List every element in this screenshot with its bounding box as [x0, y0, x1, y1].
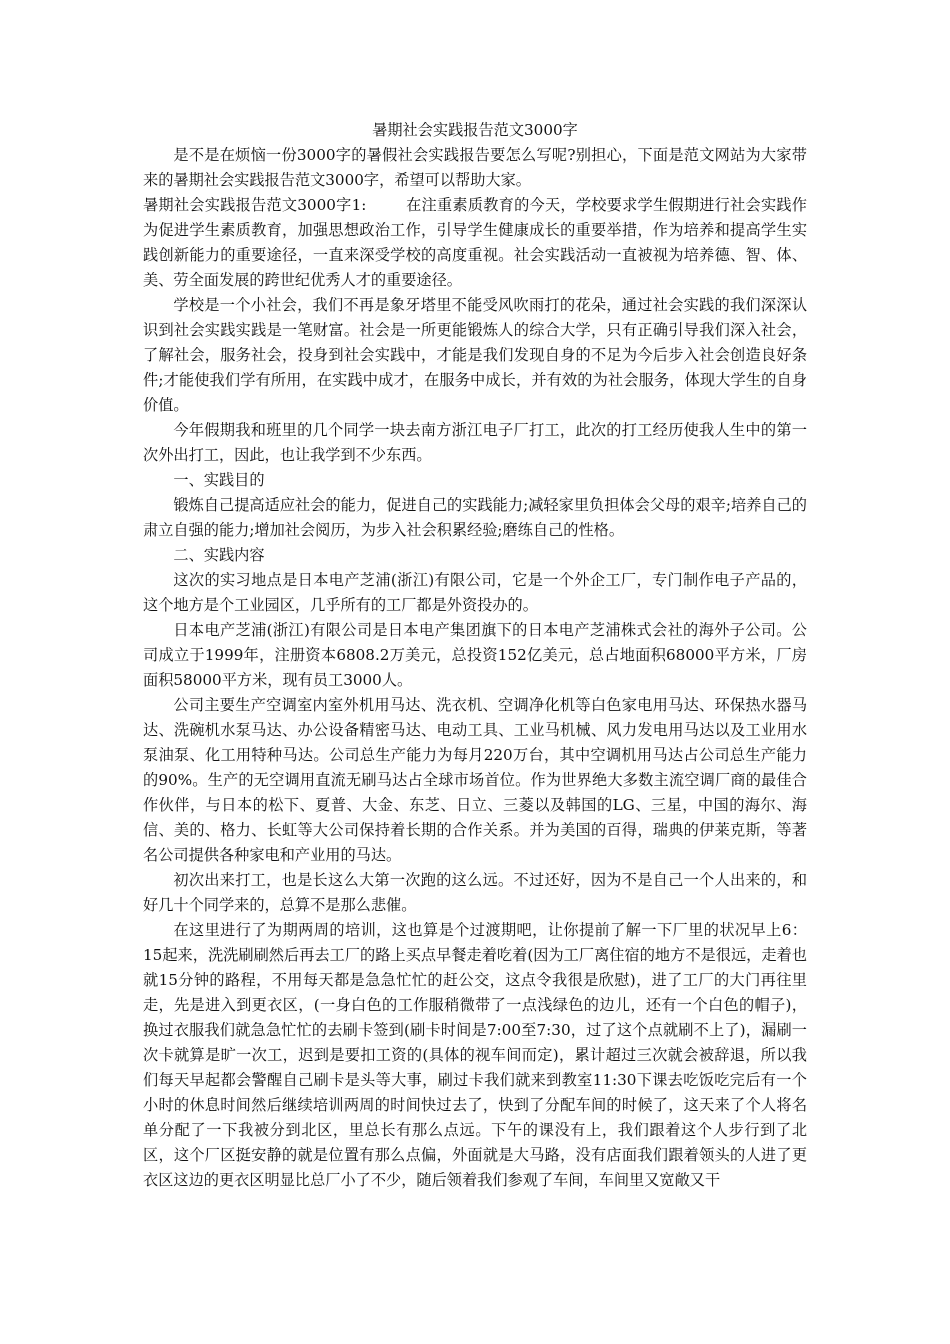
paragraph-training: 在这里进行了为期两周的培训，这也算是个过渡期吧，让你提前了解一下厂里的状况早上6：15起来，洗洗刷刷然后再去工厂的路上买点早餐走着吃着(因为工厂离住宿的地方不是很远，走着也就15分钟的路程，不用每天都是急急忙忙的赶公交，这点令我很是欣慰)，进了工厂的大门再往里走，先是进入到更衣区，(一身白色的工作服稍微带了一点浅绿色的边儿，还有一个白色的帽子)，换过衣服我们就急急忙忙的去刷卡签到(刷卡时间是7:00至7:30，过了这个点就刷不上了)，漏刷一次卡就算是旷一次工，迟到是要扣工资的(具体的视车间而定)，累计超过三次就会被辞退，所以我们每天早起都会警醒自己刷卡是头等大事，刷过卡我们就来到教室11:30下课去吃饭吃完后有一个小时的休息时间然后继续培训两周的时间快过去了，快到了分配车间的时候了，这天来了个人将名单分配了一下我被分到北区，里总长有那么点远。下午的课没有上，我们跟着这个人步行到了北区，这个厂区挺安静的就是位置有那么点偏，外面就是大马路，没有店面我们跟着领头的人进了更衣区这边的更衣区明显比总厂小了不少，随后领着我们参观了车间，车间里又宽敞又干 [143, 921, 807, 1189]
paragraph-school-society: 学校是一个小社会，我们不再是象牙塔里不能受风吹雨打的花朵，通过社会实践的我们深深认识到社会实践实践是一笔财富。社会是一所更能锻炼人的综合大学，只有正确引导我们深入社会，了解社会，服务社会，投身到社会实践中，才能是我们发现自身的不足为今后步入社会创造良好条件;才能使我们学有所用，在实践中成才，在服务中成长，并有效的为社会服务，体现大学生的自身价值。 [143, 296, 807, 414]
document-title: 暑期社会实践报告范文3000字 [372, 121, 578, 139]
paragraph-essay-1-opening [143, 193, 807, 293]
document-page [143, 118, 807, 1193]
paragraph-location: 这次的实习地点是日本电产芝浦(浙江)有限公司，它是一个外企工厂，专门制作电子产品的，这个地方是个工业园区，几乎所有的工厂都是外资投办的。 [143, 571, 807, 614]
paragraph-summer-work: 今年假期我和班里的几个同学一块去南方浙江电子厂打工，此次的打工经历使我人生中的第一次外出打工，因此，也让我学到不少东西。 [143, 421, 807, 464]
paragraph-first-time: 初次出来打工，也是长这么大第一次跑的这么远。不过还好，因为不是自己一个人出来的，和好几十个同学来的，总算不是那么悲催。 [143, 871, 807, 914]
section-heading-purpose: 一、实践目的 [173, 471, 265, 489]
section-heading-content: 二、实践内容 [173, 546, 265, 564]
paragraph-intro: 是不是在烦恼一份3000字的暑假社会实践报告要怎么写呢?别担心，下面是范文网站为大家带来的暑期社会实践报告范文3000字，希望可以帮助大家。 [143, 146, 807, 189]
paragraph-company-profile: 日本电产芝浦(浙江)有限公司是日本电产集团旗下的日本电产芝浦株式会社的海外子公司。公司成立于1999年，注册资本6808.2万美元，总投资152亿美元，总占地面积68000平方米，厂房面积58000平方米，现有员工3000人。 [143, 621, 807, 689]
paragraph-purpose: 锻炼自己提高适应社会的能力，促进自己的实践能力;减轻家里负担体会父母的艰辛;培养自己的肃立自强的能力;增加社会阅历，为步入社会积累经验;磨练自己的性格。 [143, 496, 807, 539]
paragraph-products: 公司主要生产空调室内室外机用马达、洗衣机、空调净化机等白色家电用马达、环保热水器马达、洗碗机水泵马达、办公设备精密马达、电动工具、工业马机械、风力发电用马达以及工业用水泵油泵、化工用特种马达。公司总生产能力为每月220万台，其中空调机用马达占公司总生产能力的90%。生产的无空调用直流无刷马达占全球市场首位。作为世界绝大多数主流空调厂商的最佳合作伙伴，与日本的松下、夏普、大金、东芝、日立、三菱以及韩国的LG、三星，中国的海尔、海信、美的、格力、长虹等大公司保持着长期的合作关系。并为美国的百得，瑞典的伊莱克斯，等著名公司提供各种家电和产业用的马达。 [143, 696, 807, 864]
essay-opening-text: 在注重素质教育的今天，学校要求学生假期进行社会实践作为促进学生素质教育，加强思想政治工作，引导学生健康成长的重要举措，作为培养和提高学生实践创新能力的重要途径，一直来深受学校的高度重视。社会实践活动一直被视为培养德、智、体、美、劳全面发展的跨世纪优秀人才的重要途径。 [143, 196, 807, 289]
essay-heading-label: 暑期社会实践报告范文3000字1: [143, 196, 367, 214]
